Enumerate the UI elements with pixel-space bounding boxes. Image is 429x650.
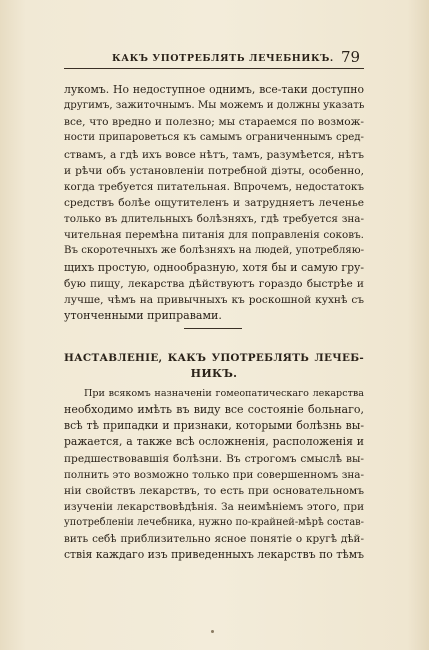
text-line: ствія каждаго изъ приведенныхъ лекарствъ по тѣмъ (64, 548, 364, 562)
text-line: ражается, а также всѣ осложненія, расположенія и (64, 435, 364, 449)
text-line: вить себѣ приблизительно ясное понятіе о кругѣ дѣй- (64, 533, 364, 546)
text-line: употребленіи лечебника, нужно по-крайней-мѣрѣ состав- (64, 517, 364, 529)
paragraph-continuation (64, 82, 364, 324)
heading-line: НАСТАВЛЕНІЕ, КАКЪ УПОТРЕБЛЯТЬ ЛЕЧЕБ- (64, 352, 364, 364)
text-line: чительная перемѣна питанія для поправленія соковъ. (64, 229, 364, 242)
text-line: Въ скоротечныхъ же болѣзняхъ на людей, употребляю- (64, 245, 364, 257)
text-line: полнить это возможно только при совершенномъ зна- (64, 468, 364, 481)
section-paragraph (64, 386, 364, 564)
section-divider (184, 328, 242, 329)
text-line: бую пищу, лекарства дѣйствуютъ гораздо быстрѣе и (64, 277, 364, 290)
text-line: утонченными приправами. (64, 308, 222, 322)
heading-line: НИКЪ. (190, 367, 238, 380)
text-line: только въ длительныхъ болѣзняхъ, гдѣ требуется зна- (64, 213, 364, 226)
text-line: При всякомъ назначеніи гомеопатическаго лекарства (84, 388, 364, 399)
print-mark (211, 630, 214, 633)
text-line: когда требуется питательная. Впрочемъ, недостатокъ (64, 180, 364, 193)
section-heading (64, 350, 364, 382)
text-line: всѣ тѣ припадки и признаки, которыми болѣзнь вы- (64, 419, 364, 433)
text-line: другимъ, зажиточнымъ. Мы можемъ и должны указать (64, 100, 364, 112)
text-line: средствъ болѣе ощутителенъ и затрудняетъ леченье (64, 196, 364, 209)
text-line: ности припароветься къ самымъ ограниченнымъ сред- (64, 132, 364, 144)
text-line: необходимо имѣть въ виду все состояніе больнаго, (64, 403, 364, 417)
page-number: 79 (341, 48, 361, 66)
text-line: лучше, чѣмъ на привычныхъ къ роскошной кухнѣ съ (64, 293, 364, 306)
running-title: КАКЪ УПОТРЕБЛЯТЬ ЛЕЧЕБНИКЪ. (112, 53, 334, 64)
text-line: ствамъ, а гдѣ ихъ вовсе нѣтъ, тамъ, разумѣется, нѣтъ (64, 148, 364, 161)
text-line: изученіи лекарствовѣдѣнія. За неимѣніемъ этого, при (64, 500, 364, 513)
text-line: предшествовавшія болѣзни. Въ строгомъ смыслѣ вы- (64, 452, 364, 465)
text-line: щихъ простую, однообразную, хотя бы и самую гру- (64, 260, 364, 274)
text-line: ніи свойствъ лекарствъ, то есть при основательномъ (64, 484, 364, 497)
text-line: лукомъ. Но недоступное однимъ, все-таки доступно (64, 83, 364, 96)
running-header (0, 50, 429, 70)
text-line: и рѣчи объ установленіи потребной діэты, особенно, (64, 164, 364, 177)
text-line: все, что вредно и полезно; мы стараемся по возмож- (64, 116, 364, 129)
header-rule (64, 68, 364, 69)
